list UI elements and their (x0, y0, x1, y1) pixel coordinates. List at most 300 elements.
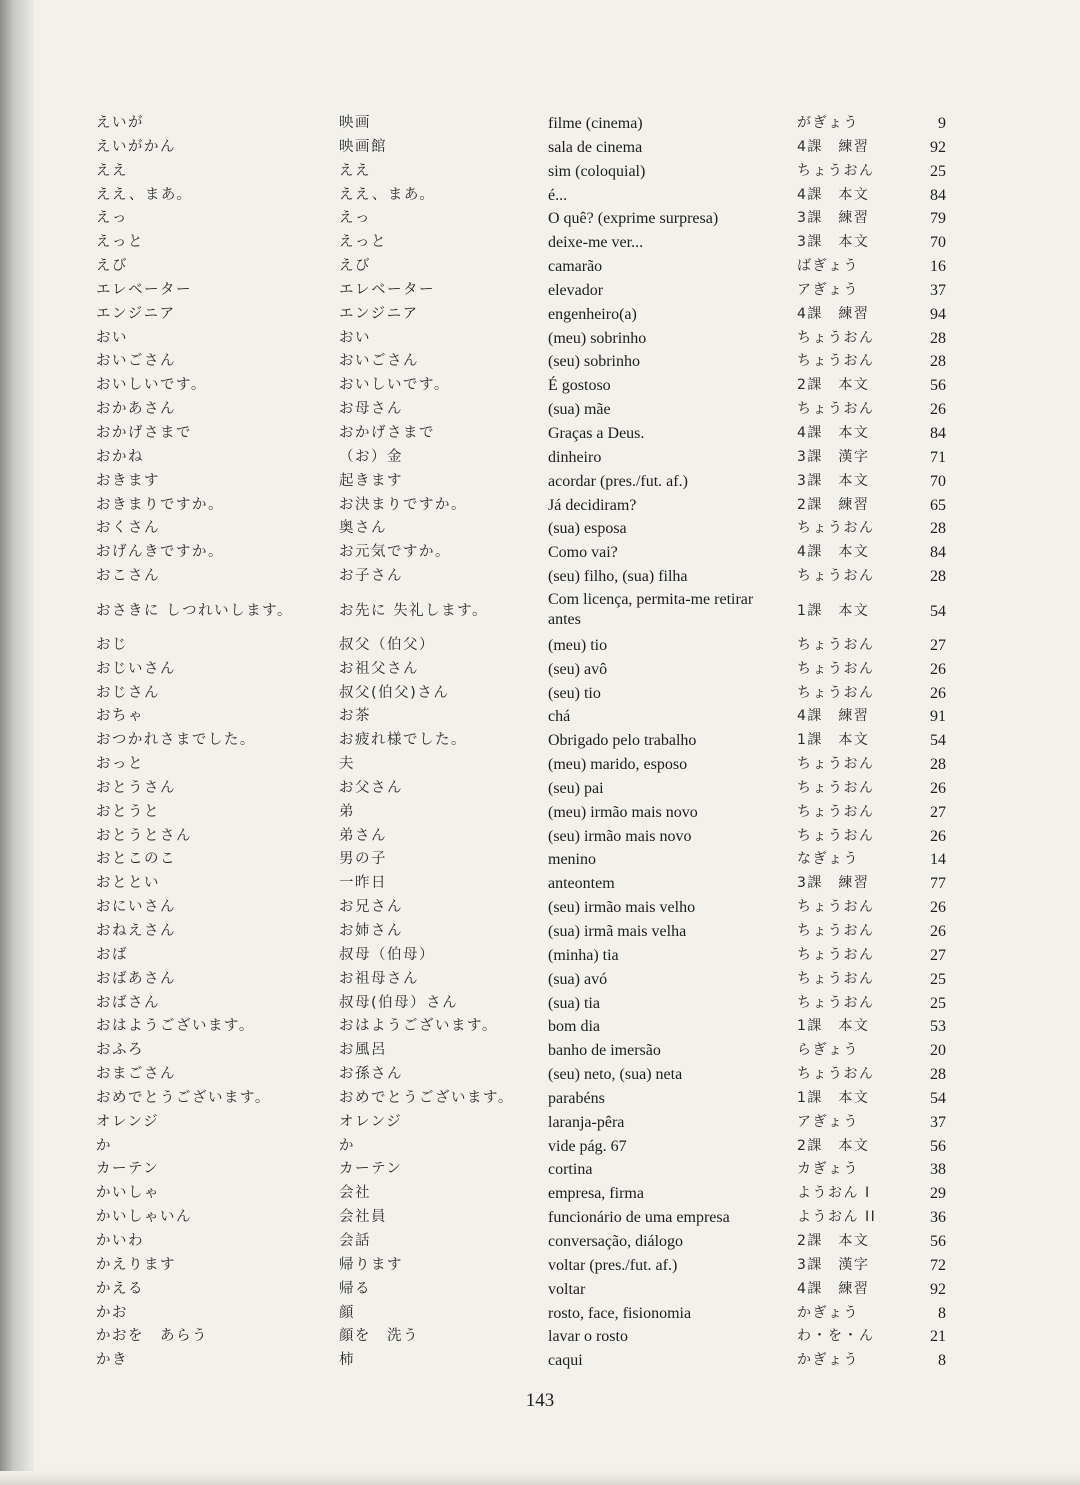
page-reference: 28 (930, 353, 946, 371)
lesson-reference: ちょうおん (797, 779, 875, 796)
kanji-term: お姉さん (339, 923, 403, 939)
page-reference: 84 (930, 186, 946, 204)
lesson-reference: 1課 本文 (797, 732, 870, 749)
kanji-term: 弟 (339, 803, 355, 820)
kanji-term: 夫 (339, 756, 355, 773)
kanji-term: お先に 失礼します。 (339, 602, 488, 619)
kana-term: おかね (96, 448, 144, 465)
portuguese-meaning: é... (548, 186, 568, 204)
kana-term: えっ (96, 210, 128, 227)
page-reference: 25 (930, 970, 946, 988)
kanji-term: お祖父さん (339, 660, 419, 677)
kana-term: かいしゃ (96, 1185, 160, 1202)
kana-term: おげんきですか。 (96, 544, 224, 561)
lesson-reference: アぎょう (797, 281, 859, 298)
vocab-row (96, 729, 956, 753)
lesson-reference: がぎょう (797, 115, 859, 131)
portuguese-meaning: bom dia (548, 1018, 600, 1036)
lesson-reference: ちょうおん (797, 827, 875, 844)
page-reference: 21 (930, 1328, 946, 1346)
kana-term: ええ (96, 162, 128, 179)
vocab-row (96, 1063, 956, 1087)
page-reference: 28 (930, 568, 946, 586)
kana-term: えび (96, 258, 128, 275)
vocab-row (96, 1302, 956, 1326)
binding-shadow (0, 0, 34, 1485)
kanji-term: おはようございます。 (339, 1018, 498, 1035)
portuguese-meaning: (meu) irmão mais novo (548, 803, 698, 821)
portuguese-meaning: (sua) mãe (548, 401, 611, 419)
lesson-reference: わ・を・ん (797, 1328, 875, 1345)
lesson-reference: ようおん II (797, 1209, 877, 1226)
page-reference: 29 (930, 1185, 946, 1203)
kana-term: おつかれさまでした。 (96, 732, 256, 749)
lesson-reference: ちょうおん (797, 684, 875, 701)
page-reference: 28 (930, 756, 946, 774)
portuguese-meaning: vide pág. 67 (548, 1137, 627, 1155)
kana-term: おばさん (96, 994, 160, 1011)
vocab-row (96, 184, 956, 208)
lesson-reference: 4課 練習 (797, 1280, 870, 1297)
vocab-row (96, 1278, 956, 1302)
kanji-term: えび (339, 258, 371, 275)
kana-term: おじいさん (96, 660, 176, 677)
page-reference: 16 (930, 258, 946, 276)
kanji-term: お子さん (339, 568, 403, 585)
lesson-reference: ちょうおん (797, 162, 875, 179)
kana-term: おい (96, 329, 128, 346)
page-reference: 8 (938, 1352, 946, 1370)
portuguese-meaning: (seu) tio (548, 684, 601, 702)
vocab-row (96, 541, 956, 565)
vocab-row (96, 1230, 956, 1254)
kanji-term: お母さん (339, 401, 403, 418)
kanji-term: 叔父(伯父)さん (339, 684, 450, 701)
page-reference: 71 (930, 448, 946, 466)
kanji-term: 帰る (339, 1280, 371, 1297)
portuguese-meaning: (sua) esposa (548, 520, 627, 538)
portuguese-meaning: conversação, diálogo (548, 1232, 684, 1250)
vocab-row (96, 470, 956, 494)
portuguese-meaning: (seu) neto, (sua) neta (548, 1066, 683, 1084)
portuguese-meaning: camarão (548, 258, 603, 276)
lesson-reference: ちょうおん (797, 520, 875, 537)
page-reference: 92 (930, 138, 946, 156)
vocab-row (96, 1182, 956, 1206)
portuguese-meaning: (sua) tia (548, 994, 600, 1012)
vocab-row (96, 801, 956, 825)
kana-term: えっと (96, 234, 144, 251)
kana-term: おはようございます。 (96, 1018, 255, 1035)
kana-term: おば (96, 946, 128, 963)
vocab-row (96, 1158, 956, 1182)
portuguese-meaning: (seu) irmão mais novo (548, 827, 692, 845)
lesson-reference: ちょうおん (797, 923, 875, 939)
vocab-row (96, 825, 956, 849)
vocab-row (96, 231, 956, 255)
kanji-term: おめでとうございます。 (339, 1089, 514, 1106)
kana-term: おくさん (96, 520, 160, 537)
kanji-term: 一昨日 (339, 875, 387, 892)
portuguese-meaning: funcionário de uma empresa (548, 1209, 730, 1227)
vocab-row (96, 303, 956, 327)
vocab-row (96, 753, 956, 777)
page-reference: 26 (930, 660, 946, 678)
vocab-row (96, 136, 956, 160)
kana-term: かき (96, 1352, 128, 1369)
lesson-reference: 4課 練習 (797, 708, 870, 725)
vocab-row (96, 327, 956, 351)
kana-term: おねえさん (96, 923, 176, 939)
page-reference: 28 (930, 329, 946, 347)
kana-term: おいしいです。 (96, 377, 207, 394)
kana-term: かいしゃいん (96, 1209, 192, 1226)
vocab-row (96, 565, 956, 589)
portuguese-meaning: voltar (548, 1280, 586, 1298)
kanji-term: お兄さん (339, 899, 403, 916)
page-reference: 92 (930, 1280, 946, 1298)
kanji-term: 会社 (339, 1185, 371, 1202)
lesson-reference: 3課 漢字 (797, 1256, 870, 1273)
page-reference: 26 (930, 401, 946, 419)
vocab-row (96, 112, 956, 136)
lesson-reference: カぎょう (797, 1161, 859, 1178)
page-reference: 94 (930, 305, 946, 323)
lesson-reference: ちょうおん (797, 1066, 875, 1083)
page-reference: 54 (930, 732, 946, 750)
vocab-row (96, 992, 956, 1016)
page-reference: 37 (930, 281, 946, 299)
kana-term: かお (96, 1304, 128, 1321)
portuguese-meaning: (meu) sobrinho (548, 329, 647, 347)
page-reference: 26 (930, 827, 946, 845)
vocab-row (96, 207, 956, 231)
page-reference: 27 (930, 636, 946, 654)
kanji-term: エレベーター (339, 281, 435, 298)
page-reference: 25 (930, 162, 946, 180)
kanji-term: 柿 (339, 1352, 355, 1369)
vocab-row (96, 1206, 956, 1230)
vocab-row (96, 350, 956, 374)
page-reference: 9 (938, 115, 946, 132)
lesson-reference: アぎょう (797, 1113, 859, 1130)
lesson-reference: 3課 本文 (797, 234, 870, 251)
portuguese-meaning: É gostoso (548, 377, 611, 395)
kanji-term: 顔を 洗う (339, 1328, 419, 1345)
kana-term: かおを あらう (96, 1328, 208, 1345)
portuguese-meaning: Obrigado pelo trabalho (548, 732, 697, 750)
kana-term: おかあさん (96, 401, 176, 418)
page-reference: 26 (930, 684, 946, 702)
kanji-term: 弟さん (339, 827, 387, 844)
portuguese-meaning: dinheiro (548, 448, 602, 466)
lesson-reference: らぎょう (797, 1042, 859, 1059)
kana-term: エンジニア (96, 305, 176, 322)
vocab-row (96, 160, 956, 184)
kanji-term: ええ、まあ。 (339, 186, 436, 203)
portuguese-meaning: filme (cinema) (548, 115, 643, 132)
kanji-term: エンジニア (339, 305, 419, 322)
kana-term: おめでとうございます。 (96, 1089, 271, 1106)
lesson-reference: 2課 本文 (797, 1232, 870, 1249)
kana-term: おさきに しつれいします。 (96, 602, 293, 619)
kana-term: カーテン (96, 1161, 160, 1178)
kana-term: おとこのこ (96, 851, 176, 868)
lesson-reference: ちょうおん (797, 994, 875, 1011)
kanji-term: おい (339, 329, 371, 346)
vocab-row (96, 1039, 956, 1063)
vocab-row (96, 944, 956, 968)
vocab-row (96, 589, 956, 634)
lesson-reference: ちょうおん (797, 353, 875, 370)
kanji-term: お風呂 (339, 1042, 387, 1059)
page-reference: 70 (930, 234, 946, 252)
page-reference: 84 (930, 424, 946, 442)
kanji-term: オレンジ (339, 1113, 403, 1130)
vocab-row (96, 1349, 956, 1373)
vocab-row (96, 658, 956, 682)
kana-term: えいが (96, 115, 144, 131)
page-reference: 14 (930, 851, 946, 869)
kana-term: おきまりですか。 (96, 496, 224, 513)
vocab-row (96, 398, 956, 422)
vocab-row (96, 1087, 956, 1111)
portuguese-meaning: menino (548, 851, 596, 869)
lesson-reference: 1課 本文 (797, 1018, 870, 1035)
page-edge (0, 1471, 1080, 1485)
kanji-term: 顔 (339, 1304, 355, 1321)
page-reference: 20 (930, 1042, 946, 1060)
portuguese-meaning: Já decidiram? (548, 496, 637, 514)
page-reference: 77 (930, 875, 946, 893)
vocab-row (96, 1254, 956, 1278)
vocab-row (96, 705, 956, 729)
portuguese-meaning: Com licença, permita-me retirar antes (548, 590, 754, 628)
portuguese-meaning: banho de imersão (548, 1042, 661, 1060)
vocab-row (96, 920, 956, 944)
page-number: 143 (525, 1390, 555, 1411)
portuguese-meaning: rosto, face, fisionomia (548, 1304, 692, 1322)
vocab-row (96, 682, 956, 706)
lesson-reference: ちょうおん (797, 660, 875, 677)
portuguese-meaning: laranja-pêra (548, 1113, 625, 1131)
portuguese-meaning: deixe-me ver... (548, 234, 644, 252)
portuguese-meaning: (seu) avô (548, 660, 608, 678)
portuguese-meaning: sim (coloquial) (548, 162, 646, 180)
lesson-reference: ちょうおん (797, 401, 875, 418)
page-reference: 26 (930, 899, 946, 917)
vocab-row (96, 1135, 956, 1159)
kana-term: おとうさん (96, 779, 176, 796)
lesson-reference: 2課 練習 (797, 496, 870, 513)
lesson-reference: ちょうおん (797, 756, 875, 773)
vocabulary-list (96, 112, 956, 1373)
kana-term: おじ (96, 636, 128, 653)
lesson-reference: ばぎょう (797, 258, 859, 275)
kanji-term: お孫さん (339, 1066, 403, 1083)
lesson-reference: 1課 本文 (797, 602, 870, 619)
portuguese-meaning: (seu) irmão mais velho (548, 899, 696, 917)
lesson-reference: 2課 本文 (797, 377, 870, 394)
lesson-reference: ちょうおん (797, 329, 875, 346)
page-reference: 91 (930, 708, 946, 726)
kanji-term: 男の子 (339, 851, 387, 868)
kana-term: おちゃ (96, 708, 144, 725)
lesson-reference: ちょうおん (797, 946, 875, 963)
portuguese-meaning: (meu) tio (548, 636, 608, 654)
kana-term: おととい (96, 875, 160, 892)
page-reference: 25 (930, 994, 946, 1012)
page-reference: 54 (930, 1089, 946, 1107)
portuguese-meaning: O quê? (exprime surpresa) (548, 210, 719, 228)
lesson-reference: 4課 本文 (797, 424, 870, 441)
page-reference: 56 (930, 377, 946, 395)
vocab-row (96, 374, 956, 398)
kana-term: おかげさまで (96, 424, 192, 441)
lesson-reference: 4課 本文 (797, 186, 870, 203)
page-reference: 37 (930, 1113, 946, 1131)
lesson-reference: 4課 本文 (797, 544, 870, 561)
kanji-term: おかげさまで (339, 424, 435, 441)
vocab-row (96, 279, 956, 303)
kana-term: エレベーター (96, 281, 192, 298)
page-reference: 65 (930, 496, 946, 514)
lesson-reference: ちょうおん (797, 568, 875, 585)
portuguese-meaning: chá (548, 708, 571, 726)
page-reference: 79 (930, 210, 946, 228)
lesson-reference: ようおん I (797, 1185, 871, 1202)
kana-term: か (96, 1137, 112, 1154)
portuguese-meaning: caqui (548, 1352, 583, 1370)
kana-term: おとうとさん (96, 827, 192, 844)
page-reference: 38 (930, 1161, 946, 1179)
lesson-reference: 4課 練習 (797, 138, 870, 155)
kanji-term: 帰ります (339, 1256, 403, 1273)
portuguese-meaning: acordar (pres./fut. af.) (548, 472, 688, 490)
kana-term: かえります (96, 1256, 176, 1273)
kanji-term: おいしいです。 (339, 377, 450, 394)
kanji-term: 映画館 (339, 138, 387, 155)
kana-term: えいがかん (96, 138, 176, 155)
kanji-term: 会話 (339, 1232, 371, 1249)
portuguese-meaning: (seu) pai (548, 779, 604, 797)
kana-term: ええ、まあ。 (96, 186, 193, 203)
page-reference: 26 (930, 779, 946, 797)
page-reference: 53 (930, 1018, 946, 1036)
kanji-term: 奥さん (339, 520, 387, 537)
kana-term: おばあさん (96, 970, 176, 987)
portuguese-meaning: engenheiro(a) (548, 305, 637, 323)
portuguese-meaning: anteontem (548, 875, 615, 893)
page-reference: 54 (930, 602, 946, 620)
vocab-row (96, 255, 956, 279)
lesson-reference: 2課 本文 (797, 1137, 870, 1154)
page-reference: 27 (930, 946, 946, 964)
vocab-row (96, 848, 956, 872)
lesson-reference: なぎょう (797, 851, 859, 868)
lesson-reference: 1課 本文 (797, 1089, 870, 1106)
page-reference: 26 (930, 923, 946, 940)
page-reference: 28 (930, 520, 946, 538)
page-reference: 56 (930, 1137, 946, 1155)
portuguese-meaning: empresa, firma (548, 1185, 644, 1203)
page-reference: 70 (930, 472, 946, 490)
portuguese-meaning: (seu) sobrinho (548, 353, 640, 371)
vocab-row (96, 494, 956, 518)
kanji-term: ええ (339, 162, 371, 179)
kanji-term: お祖母さん (339, 970, 419, 987)
portuguese-meaning: Graças a Deus. (548, 424, 645, 442)
portuguese-meaning: elevador (548, 281, 604, 299)
kanji-term: 叔母（伯母） (339, 946, 435, 963)
portuguese-meaning: lavar o rosto (548, 1328, 628, 1346)
lesson-reference: 4課 練習 (797, 305, 870, 322)
portuguese-meaning: (minha) tia (548, 946, 619, 964)
kanji-term: カーテン (339, 1161, 403, 1178)
kanji-term: えっ (339, 210, 371, 227)
kanji-term: 起きます (339, 472, 403, 489)
kana-term: かいわ (96, 1232, 144, 1249)
vocab-row (96, 1325, 956, 1349)
kana-term: おいごさん (96, 353, 176, 370)
kana-term: オレンジ (96, 1113, 160, 1130)
kana-term: おまごさん (96, 1066, 176, 1083)
vocab-row (96, 968, 956, 992)
page-reference: 56 (930, 1232, 946, 1250)
lesson-reference: ちょうおん (797, 970, 875, 987)
kana-term: おっと (96, 756, 144, 773)
kana-term: おじさん (96, 684, 160, 701)
lesson-reference: かぎょう (797, 1352, 859, 1369)
kana-term: かえる (96, 1280, 144, 1297)
page-reference: 84 (930, 544, 946, 562)
kanji-term: お疲れ様でした。 (339, 732, 467, 749)
page-reference: 8 (938, 1304, 946, 1322)
portuguese-meaning: cortina (548, 1161, 593, 1179)
lesson-reference: 3課 漢字 (797, 448, 870, 465)
kana-term: おにいさん (96, 899, 176, 916)
vocab-row (96, 446, 956, 470)
lesson-reference: ちょうおん (797, 899, 875, 916)
kana-term: おふろ (96, 1042, 144, 1059)
lesson-reference: 3課 練習 (797, 210, 870, 227)
kanji-term: か (339, 1137, 355, 1154)
vocab-row (96, 1111, 956, 1135)
page-reference: 72 (930, 1256, 946, 1274)
portuguese-meaning: parabéns (548, 1089, 605, 1107)
kanji-term: 会社員 (339, 1209, 387, 1226)
page-reference: 27 (930, 803, 946, 821)
lesson-reference: かぎょう (797, 1304, 859, 1321)
vocab-row (96, 896, 956, 920)
vocab-row (96, 517, 956, 541)
portuguese-meaning: voltar (pres./fut. af.) (548, 1256, 678, 1274)
portuguese-meaning: Como vai? (548, 544, 618, 562)
lesson-reference: ちょうおん (797, 636, 875, 653)
lesson-reference: 3課 本文 (797, 472, 870, 489)
kanji-term: 叔母(伯母）さん (339, 994, 459, 1011)
vocab-row (96, 1015, 956, 1039)
page-reference: 36 (930, 1209, 946, 1227)
vocab-row (96, 422, 956, 446)
kanji-term: お元気ですか。 (339, 544, 451, 561)
kanji-term: おいごさん (339, 353, 419, 370)
portuguese-meaning: (sua) irmã mais velha (548, 923, 687, 940)
kanji-term: お決まりですか。 (339, 496, 467, 513)
kanji-term: 叔父（伯父） (339, 636, 435, 653)
kanji-term: えっと (339, 234, 387, 251)
portuguese-meaning: (sua) avó (548, 970, 608, 988)
